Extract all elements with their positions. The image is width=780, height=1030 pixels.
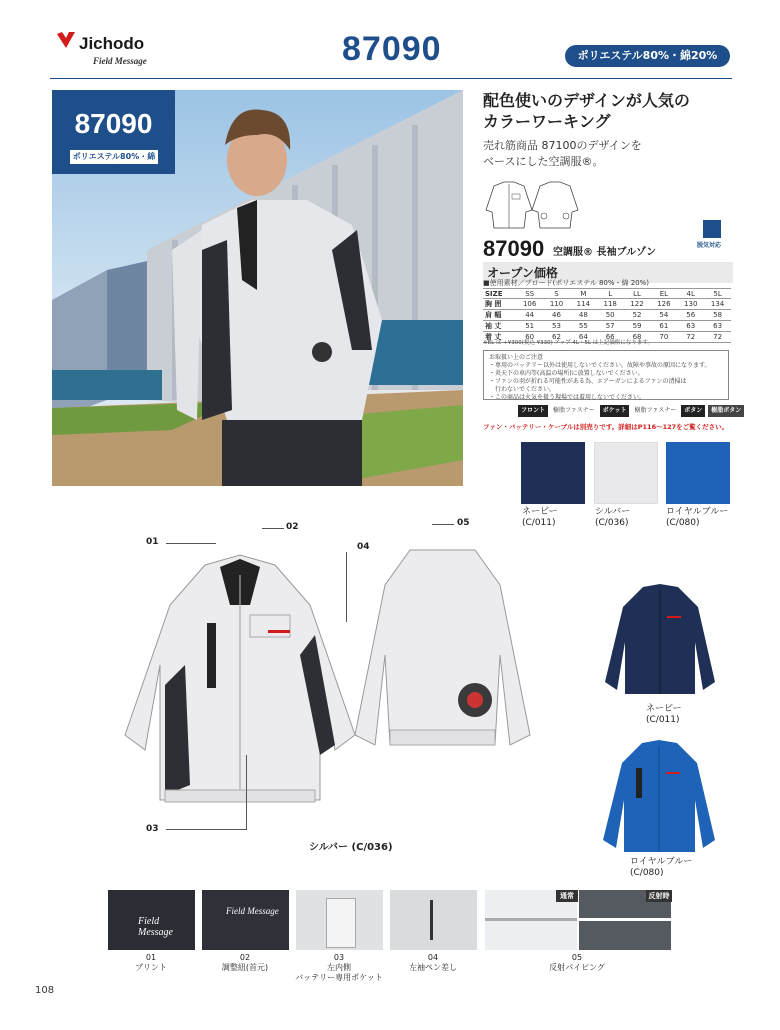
brand-name: Jichodo	[79, 34, 145, 53]
size-table-cell: 4L	[677, 289, 704, 299]
size-table-cell: 114	[570, 299, 597, 310]
size-table-cell: 50	[597, 310, 624, 321]
detail-label: 反射パイピング	[549, 963, 605, 972]
size-table-cell: 57	[597, 321, 624, 332]
color-code: (C/080)	[630, 868, 664, 878]
size-table-cell: 118	[597, 299, 624, 310]
detail-label: プリント	[135, 963, 167, 972]
color-code: (C/011)	[646, 715, 680, 725]
side-caption-navy	[646, 704, 726, 726]
tag-reflective: 反射時	[646, 890, 672, 902]
detail-label-2: バッテリー専用ポケット	[295, 973, 383, 982]
size-table-cell: 72	[677, 332, 704, 343]
tag-button-value: 樹脂ボタン	[708, 405, 744, 417]
size-table-cell: 53	[543, 321, 570, 332]
size-table	[483, 288, 731, 343]
size-table-cell: M	[570, 289, 597, 299]
tag-button: ボタン	[681, 405, 705, 417]
size-table-cell: 54	[650, 310, 677, 321]
size-table-cell: 5L	[704, 289, 731, 299]
size-table-cell: 58	[704, 310, 731, 321]
color-code: (C/080)	[666, 518, 700, 528]
product-number: 87090	[342, 30, 442, 68]
tag-pocket: ポケット	[600, 405, 630, 417]
size-table-cell: 62	[543, 332, 570, 343]
callout-02-line	[262, 528, 284, 529]
swatch-label-silver	[595, 507, 675, 529]
front-flat-sketch	[484, 180, 534, 232]
detail-no: 04	[427, 953, 439, 962]
callout-01: 01	[146, 537, 159, 547]
brand-logo-icon	[55, 30, 77, 50]
size-table-cell: 52	[624, 310, 651, 321]
size-table-cell: 106	[516, 299, 543, 310]
size-table-cell: 72	[704, 332, 731, 343]
size-table-cell: 63	[677, 321, 704, 332]
tag-normal: 通常	[556, 890, 578, 902]
subcopy	[483, 138, 723, 170]
size-table-cell: S	[543, 289, 570, 299]
subcopy-line-2: ベースにした空調服®。	[483, 155, 604, 168]
callout-03: 03	[146, 824, 159, 834]
size-table-cell: 70	[650, 332, 677, 343]
caution-box	[483, 350, 729, 400]
piping-normal	[485, 918, 577, 921]
size-table-row	[483, 289, 731, 299]
size-table-cell: 126	[650, 299, 677, 310]
size-table-cell: 袖 丈	[483, 321, 516, 332]
detail-cord-text: Field Message	[226, 906, 279, 916]
detail-no: 02	[239, 953, 251, 962]
jacket-back-silver	[350, 545, 535, 755]
piping-lit	[579, 918, 671, 921]
pen-shape	[430, 900, 433, 940]
swatch-navy	[521, 442, 585, 504]
detail-battery-pocket	[296, 890, 383, 950]
size-table-cell: 46	[543, 310, 570, 321]
page-number: 108	[35, 985, 55, 996]
jacket-front-silver	[110, 545, 370, 815]
price-label: オープン価格	[483, 262, 733, 283]
size-table-cell: 48	[570, 310, 597, 321]
swatch-label-royal-blue	[666, 507, 746, 529]
size-table-row	[483, 299, 731, 310]
callout-01-line	[166, 543, 216, 544]
size-table-cell: SS	[516, 289, 543, 299]
caution-line: 行わないでください。	[489, 386, 556, 393]
callout-05-line	[432, 524, 454, 525]
size-table-cell: 130	[677, 299, 704, 310]
detail-caption-04	[378, 953, 488, 973]
pocket-shape	[326, 898, 356, 948]
detail-caption-05	[522, 953, 632, 973]
color-name: ロイヤルブルー	[630, 857, 693, 867]
detail-label: 左内側	[327, 963, 351, 972]
detail-no: 05	[571, 953, 583, 962]
size-table-cell: LL	[624, 289, 651, 299]
tag-front-value: 樹脂ファスナー	[553, 407, 595, 414]
size-table-cell: EL	[650, 289, 677, 299]
size-table-cell: 着 丈	[483, 332, 516, 343]
size-table-cell: 61	[650, 321, 677, 332]
size-table-row	[483, 310, 731, 321]
model-number: 87090	[483, 236, 545, 261]
color-code: (C/011)	[522, 518, 556, 528]
caution-title: お取扱い上のご注意	[489, 354, 544, 361]
size-table-cell: 64	[570, 332, 597, 343]
size-table-cell: L	[597, 289, 624, 299]
detail-pen-slot	[390, 890, 477, 950]
size-table-cell: 51	[516, 321, 543, 332]
spec-tags	[518, 405, 744, 417]
size-table-cell: 66	[597, 332, 624, 343]
color-name: シルバー	[595, 507, 631, 517]
detail-print	[108, 890, 195, 950]
main-caption: シルバー (C/036)	[309, 842, 393, 853]
jacket-royal-blue	[600, 738, 718, 858]
caution-line: ・炎天下の車内等(高温の場所)に放置しないでください。	[489, 370, 644, 377]
feature-badge-label: 脱気対応	[697, 242, 722, 249]
size-table-cell: 肩 幅	[483, 310, 516, 321]
detail-adjust-cord	[202, 890, 289, 950]
tag-pocket-value: 樹脂ファスナー	[634, 407, 677, 414]
size-table-cell: 胸 囲	[483, 299, 516, 310]
headline	[483, 90, 733, 132]
size-table-cell: 63	[704, 321, 731, 332]
callout-02: 02	[286, 522, 299, 532]
swatch-royal-blue	[666, 442, 730, 504]
detail-print-text: Field Message	[138, 916, 173, 938]
material-line: ■使用素材／ブロード(ポリエステル 80%・綿 20%)	[483, 279, 650, 287]
tag-front: フロント	[518, 405, 548, 417]
headline-line-1: 配色使いのデザインが人気の	[483, 91, 690, 110]
color-name: ネービー	[522, 507, 558, 517]
size-table-cell: 56	[677, 310, 704, 321]
size-table-cell: SIZE	[483, 289, 516, 299]
detail-no: 03	[333, 953, 345, 962]
callout-04: 04	[357, 542, 370, 552]
callout-03-line	[166, 829, 246, 830]
size-table-cell: 55	[570, 321, 597, 332]
size-table-row	[483, 321, 731, 332]
size-table-cell: 59	[624, 321, 651, 332]
jacket-navy	[603, 582, 718, 700]
detail-label: 調整紐(首元)	[221, 963, 269, 972]
swatch-label-navy	[522, 507, 602, 529]
color-name: ネービー	[646, 704, 682, 714]
header-rule	[50, 78, 732, 79]
subcopy-line-1: 売れ筋商品 87100のデザインを	[483, 139, 642, 152]
color-code: (C/036)	[595, 518, 629, 528]
callout-04-line	[346, 552, 347, 622]
product-badge	[52, 90, 175, 174]
size-table-cell: 60	[516, 332, 543, 343]
size-table-cell: 68	[624, 332, 651, 343]
callout-05: 05	[457, 518, 470, 528]
badge-material: ポリエステル80%・綿20%	[70, 150, 158, 164]
detail-label: 左袖ペン差し	[409, 963, 457, 972]
material-pill: ポリエステル80%・綿20%	[565, 45, 730, 67]
size-table-cell: 134	[704, 299, 731, 310]
brand-sub: Field Message	[93, 56, 147, 66]
caution-line: ・ファンの羽が折れる可能性がある為、エアーガンによるファンの清掃は	[489, 378, 687, 385]
color-name: ロイヤルブルー	[666, 507, 729, 517]
badge-number: 87090	[74, 108, 153, 139]
size-table-cell: 122	[624, 299, 651, 310]
model-name: 空調服® 長袖ブルゾン	[553, 247, 657, 258]
size-note: ※EL は +¥300(税込 ¥330) アップ 4L・5L は上記価格になります。	[483, 340, 653, 346]
back-flat-sketch	[530, 180, 580, 232]
detail-no: 01	[145, 953, 157, 962]
side-caption-royal-blue	[630, 857, 710, 879]
headline-line-2: カラーワーキング	[483, 112, 611, 131]
caution-line: ・この商品は火気を扱う現場では着用しないでください。	[489, 394, 646, 401]
feature-icon	[703, 220, 721, 238]
swatch-silver	[594, 442, 658, 504]
caution-line: ・専用のバッテリー以外は使用しないでください。故障や事故の原因になります。	[489, 362, 711, 369]
callout-03-line-v	[246, 755, 247, 830]
red-note: ファン・バッテリー・ケーブルは別売りです。詳細はP116〜127をご覧ください。	[483, 423, 729, 431]
size-table-cell: 110	[543, 299, 570, 310]
size-table-cell: 44	[516, 310, 543, 321]
